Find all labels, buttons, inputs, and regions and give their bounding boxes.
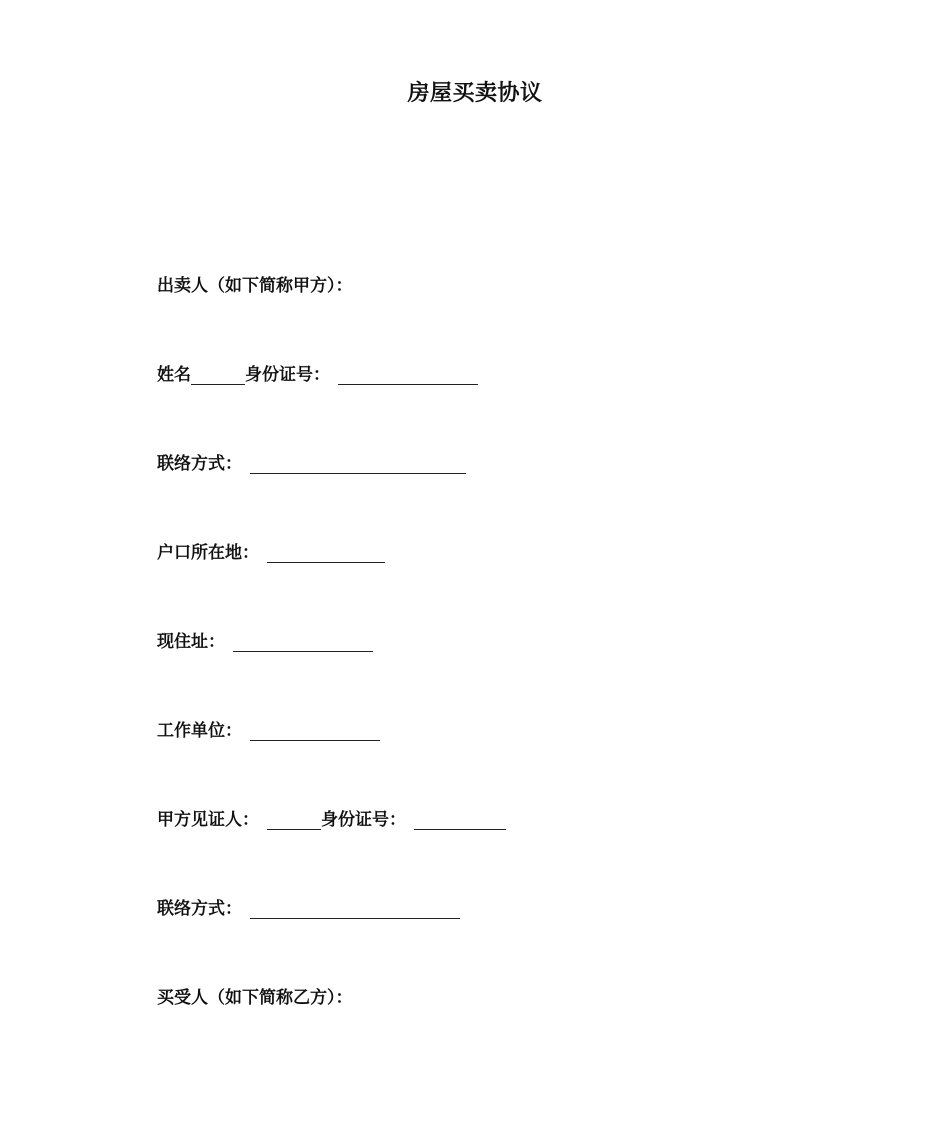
id-blank[interactable] — [338, 366, 478, 385]
id-label: 身份证号： — [245, 365, 330, 385]
contact-label: 联络方式： — [157, 454, 242, 474]
contact-label-2: 联络方式： — [157, 899, 242, 919]
address-blank[interactable] — [233, 633, 373, 652]
seller-contact-line — [157, 452, 466, 476]
witness-id-label: 身份证号： — [321, 810, 406, 830]
contact-blank-2[interactable] — [250, 900, 460, 919]
hukou-label: 户口所在地： — [157, 543, 259, 563]
buyer-heading: 买受人（如下简称乙方）： — [157, 988, 353, 1008]
seller-hukou-line — [157, 541, 385, 565]
hukou-blank[interactable] — [267, 544, 385, 563]
seller-address-line — [157, 630, 373, 654]
witness-line — [157, 808, 506, 832]
name-label: 姓名 — [157, 365, 191, 385]
seller-work-line — [157, 719, 380, 743]
contact-blank[interactable] — [250, 455, 466, 474]
work-blank[interactable] — [250, 722, 380, 741]
seller-name-id-line — [157, 363, 478, 387]
address-label: 现住址： — [157, 632, 225, 652]
name-blank[interactable] — [191, 366, 245, 385]
witness-blank[interactable] — [267, 811, 321, 830]
witness-label: 甲方见证人： — [157, 810, 259, 830]
document-title: 房屋买卖协议 — [407, 81, 543, 106]
work-label: 工作单位： — [157, 721, 242, 741]
witness-contact-line — [157, 897, 460, 921]
seller-heading: 出卖人（如下简称甲方）： — [157, 276, 353, 296]
witness-id-blank[interactable] — [414, 811, 506, 830]
